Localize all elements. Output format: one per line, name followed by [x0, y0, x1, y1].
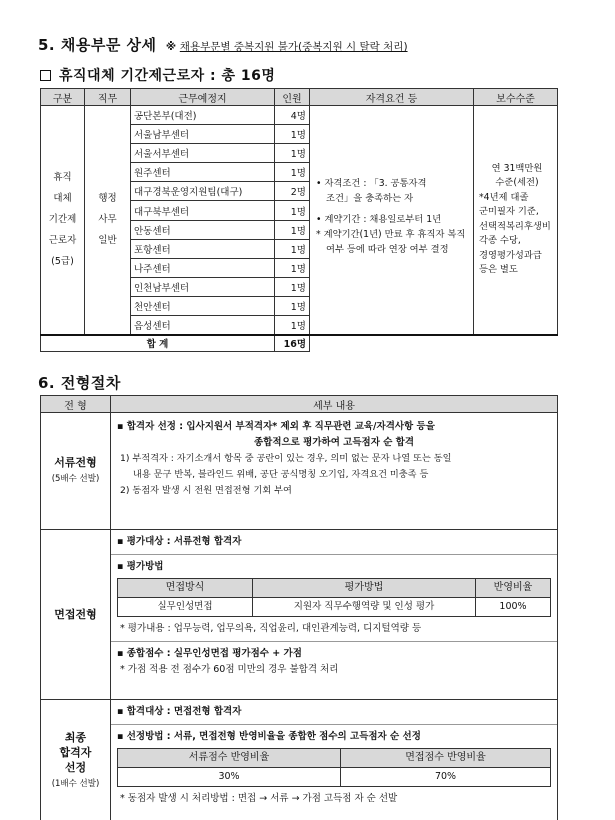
detail-line: 2) 동점자 발생 시 전원 면접전형 기회 부여 [120, 485, 292, 496]
stage-name: 서류전형 [54, 456, 97, 469]
job-line: 사무 [98, 214, 117, 226]
table-row [41, 106, 558, 125]
location-cell: 대구경북운영지원팀(대구) [131, 182, 275, 201]
category-line: 근로자 [48, 235, 77, 247]
final-row [41, 700, 558, 820]
recruitment-table [40, 88, 558, 352]
count-cell: 1명 [275, 239, 310, 258]
detail-line: * 동점자 발생 시 처리방법 : 면접 → 서류 → 가점 고득점 자 순 선발 [120, 793, 398, 804]
interview-row [41, 530, 558, 700]
detail-line: 내용 문구 반복, 블라인드 위배, 공단 공식명칭 오기입, 자격요건 미충족 등 [133, 469, 429, 480]
divider [111, 641, 557, 642]
total-count: 16명 [275, 335, 310, 352]
inner-header-row [118, 579, 551, 598]
doc-screening-label [41, 413, 111, 530]
table-header-row [41, 89, 558, 106]
procedure-table [40, 395, 558, 820]
detail-line: * 가점 적용 전 점수가 60점 미만의 경우 불합격 처리 [120, 664, 339, 675]
category-line: 대체 [53, 193, 72, 205]
pay-line: 경영평가성과급 [479, 249, 542, 261]
qualifications-cell [310, 106, 474, 335]
location-cell: 천안센터 [131, 296, 275, 315]
stage-name: 면접전형 [54, 608, 97, 621]
inner-row [118, 768, 551, 787]
final-detail [111, 700, 558, 820]
location-cell: 나주센터 [131, 258, 275, 277]
final-label [41, 700, 111, 820]
category-line: 기간제 [48, 214, 77, 226]
pay-line: 연 31백만원 [491, 162, 543, 174]
pay-cell [474, 106, 558, 335]
inner-header: 면접점수 반영비율 [341, 749, 551, 768]
inner-cell: 30% [118, 768, 341, 787]
count-cell: 1명 [275, 220, 310, 239]
note-prefix: ※ [165, 41, 180, 53]
detail-line: 종합적으로 평가하여 고득점자 순 합격 [253, 437, 415, 448]
pay-line: *4년제 대졸 [479, 191, 529, 203]
stage-name: 선정 [64, 760, 87, 774]
location-cell: 대구북부센터 [131, 201, 275, 220]
table-header-row [41, 396, 558, 413]
note-text: 채용부문별 중복지원 불가(중복지원 시 탈락 처리) [179, 41, 408, 53]
inner-cell: 지원자 직무수행역량 및 인성 평가 [253, 598, 476, 617]
count-cell: 2명 [275, 182, 310, 201]
count-cell: 4명 [275, 106, 310, 125]
category-line: 휴직 [53, 172, 72, 184]
count-cell: 1명 [275, 201, 310, 220]
header-qualifications: 자격요건 등 [310, 89, 474, 106]
detail-line: ▪ 평가대상 : 서류전형 합격자 [117, 536, 242, 547]
detail-line: ▪ 평가방법 [117, 561, 164, 572]
detail-line: ▪ 선정방법 : 서류, 면접전형 반영비율을 종합한 점수의 고득점자 순 선정 [117, 731, 421, 742]
inner-row [118, 598, 551, 617]
qual-line: • 계약기간 : 채용일로부터 1년 [316, 214, 442, 226]
section-5-title [38, 34, 408, 55]
detail-line: ▪ 합격대상 : 면접전형 합격자 [117, 706, 242, 717]
inner-cell: 70% [341, 768, 551, 787]
count-cell: 1명 [275, 163, 310, 182]
header-category: 구분 [41, 89, 85, 106]
detail-line: ▪ 합격자 선정 : 입사지원서 부적격자* 제외 후 직무관련 교육/자격사항 등을 [117, 421, 435, 432]
inner-header-row [118, 749, 551, 768]
checkbox-icon [40, 70, 51, 81]
pay-line: 각종 수당, [479, 235, 521, 247]
header-job: 직무 [85, 89, 131, 106]
section-5-note [162, 41, 407, 53]
header-location: 근무예정지 [131, 89, 275, 106]
inner-header: 반영비율 [476, 579, 551, 598]
interview-label [41, 530, 111, 700]
final-ratio-table [117, 748, 551, 787]
count-cell: 1명 [275, 316, 310, 335]
qual-line: 여부 등에 따라 연장 여부 결정 [326, 244, 449, 256]
inner-header: 평가방법 [253, 579, 476, 598]
location-cell: 서울서부센터 [131, 144, 275, 163]
count-cell: 1명 [275, 144, 310, 163]
header-pay: 보수수준 [474, 89, 558, 106]
count-cell: 1명 [275, 125, 310, 144]
divider [111, 554, 557, 555]
total-label: 합 계 [41, 335, 275, 352]
location-cell: 안동센터 [131, 220, 275, 239]
section-5-heading: 5. 채용부문 상세 [38, 36, 157, 54]
location-cell: 공단본부(대전) [131, 106, 275, 125]
pay-line: 수준(세전) [495, 177, 539, 189]
location-cell: 포항센터 [131, 239, 275, 258]
header-stage: 전 형 [41, 396, 111, 413]
pay-line: 등은 별도 [479, 264, 518, 276]
stage-sub: (5배수 선발) [51, 474, 100, 484]
category-cell [41, 106, 85, 335]
interview-method-table [117, 578, 551, 617]
doc-screening-row [41, 413, 558, 530]
location-cell: 서울남부센터 [131, 125, 275, 144]
pay-line: 군미필자 기준, [479, 206, 539, 218]
interview-detail [111, 530, 558, 700]
section-6-title: 6. 전형절차 [38, 374, 121, 392]
job-line: 행정 [98, 193, 117, 205]
count-cell: 1명 [275, 277, 310, 296]
stage-sub: (1배수 선발) [51, 778, 100, 789]
inner-cell: 100% [476, 598, 551, 617]
detail-line: * 평가내용 : 업무능력, 업무의욕, 직업윤리, 대인관계능력, 디지털역량 등 [120, 623, 422, 634]
inner-header: 서류점수 반영비율 [118, 749, 341, 768]
count-cell: 1명 [275, 296, 310, 315]
header-detail: 세부 내용 [111, 396, 558, 413]
stage-name: 합격자 [59, 745, 92, 759]
job-cell [85, 106, 131, 335]
doc-screening-detail [111, 413, 558, 530]
location-cell: 인천남부센터 [131, 277, 275, 296]
detail-line: ▪ 종합점수 : 실무인성면접 평가점수 + 가점 [117, 648, 302, 659]
header-count: 인원 [275, 89, 310, 106]
subsection-heading: 휴직대체 기간제근로자 : 총 16명 [59, 68, 276, 84]
location-cell: 음성센터 [131, 316, 275, 335]
location-cell: 원주센터 [131, 163, 275, 182]
qual-line: * 계약기간(1년) 만료 후 휴직자 복직 [316, 229, 466, 241]
inner-cell: 실무인성면접 [118, 598, 253, 617]
inner-header: 면접방식 [118, 579, 253, 598]
detail-line: 1) 부적격자 : 자기소개서 항목 중 공란이 있는 경우, 의미 없는 문자 나열 또는 동일 [120, 453, 452, 464]
divider [111, 724, 557, 725]
pay-line: 선택적복리후생비 [479, 220, 551, 232]
subsection-title [40, 65, 275, 85]
qual-line: 조건」을 충족하는 자 [326, 193, 414, 205]
stage-name: 최종 [64, 730, 87, 744]
category-line: (5급) [51, 256, 74, 268]
count-cell: 1명 [275, 258, 310, 277]
job-line: 일반 [98, 235, 117, 247]
qual-line: • 자격조건 : 「3. 공통자격 [316, 178, 427, 190]
total-row [41, 335, 558, 352]
total-empty [310, 335, 558, 352]
